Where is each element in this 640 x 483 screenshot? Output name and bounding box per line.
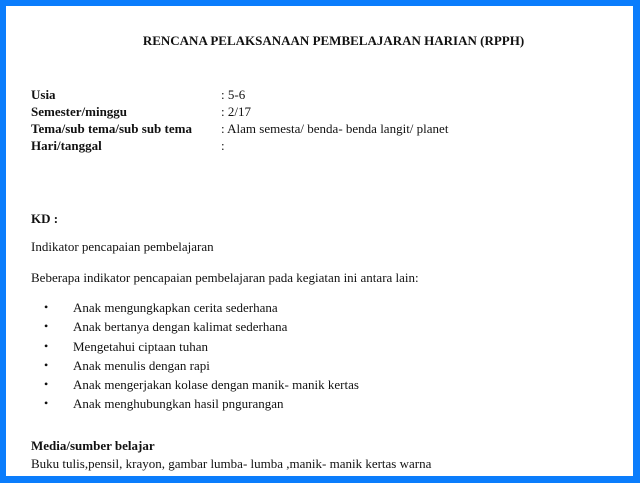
meta-value: : bbox=[221, 138, 225, 153]
meta-label: Tema/sub tema/sub sub tema bbox=[31, 121, 192, 136]
list-item-text: Anak menghubungkan hasil pngurangan bbox=[73, 396, 284, 412]
list-item-text: Anak bertanya dengan kalimat sederhana bbox=[73, 319, 288, 335]
meta-value: : 5-6 bbox=[221, 87, 246, 102]
list-item-text: Mengetahui ciptaan tuhan bbox=[73, 338, 209, 354]
list-item bbox=[44, 356, 359, 375]
indikator-heading: Indikator pencapaian pembelajaran bbox=[31, 239, 214, 254]
list-item-text: Anak menulis dengan rapi bbox=[73, 357, 210, 373]
meta-label: Semester/minggu bbox=[31, 104, 128, 119]
meta-table bbox=[31, 86, 448, 154]
meta-row-hari-tanggal bbox=[31, 137, 448, 154]
bullet-icon: • bbox=[44, 396, 49, 411]
meta-label: Usia bbox=[31, 87, 56, 102]
list-item bbox=[44, 375, 359, 394]
list-item bbox=[44, 298, 359, 317]
meta-row-semester bbox=[31, 103, 448, 120]
document-page bbox=[6, 6, 633, 476]
document-title: RENCANA PELAKSANAAN PEMBELAJARAN HARIAN (RPPH) bbox=[142, 33, 525, 48]
meta-row-tema bbox=[31, 120, 448, 137]
kd-heading: KD : bbox=[31, 211, 59, 226]
indikator-list bbox=[44, 298, 359, 414]
indikator-intro: Beberapa indikator pencapaian pembelajaran pada kegiatan ini antara lain: bbox=[31, 270, 419, 285]
meta-value: : Alam semesta/ benda- benda langit/ planet bbox=[221, 121, 449, 136]
list-item bbox=[44, 394, 359, 413]
bullet-icon: • bbox=[44, 319, 49, 334]
meta-label: Hari/tanggal bbox=[31, 138, 102, 153]
meta-row-usia bbox=[31, 86, 448, 103]
bullet-icon: • bbox=[44, 357, 49, 372]
media-text: Buku tulis,pensil, krayon, gambar lumba- lumba ,manik- manik kertas warna bbox=[31, 456, 432, 471]
list-item-text: Anak mengungkapkan cerita sederhana bbox=[73, 300, 278, 315]
list-item bbox=[44, 337, 359, 356]
bullet-icon: • bbox=[44, 338, 49, 353]
bullet-icon: • bbox=[44, 300, 49, 314]
list-item-text: Anak mengerjakan kolase dengan manik- manik kertas bbox=[73, 377, 359, 393]
media-heading: Media/sumber belajar bbox=[31, 438, 155, 453]
list-item bbox=[44, 317, 359, 336]
meta-value: : 2/17 bbox=[221, 104, 251, 119]
bullet-icon: • bbox=[44, 377, 49, 392]
